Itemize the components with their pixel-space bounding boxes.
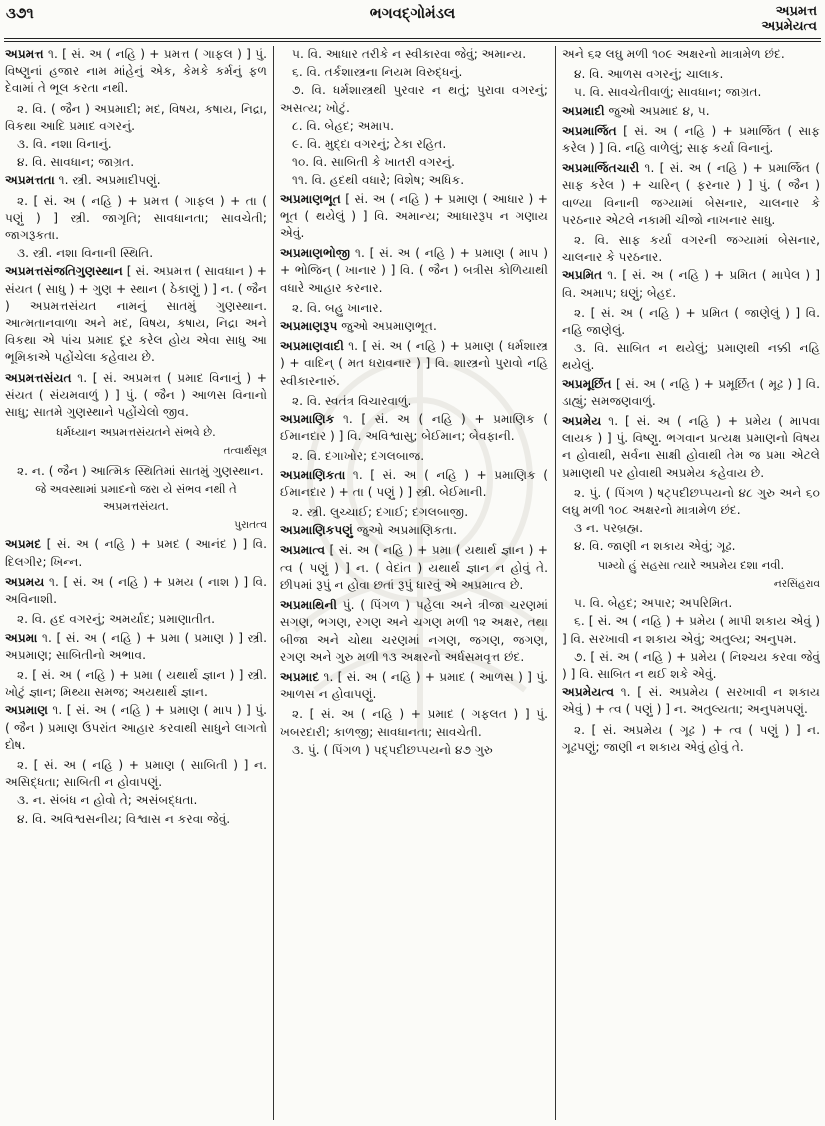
entry-sense: ૮. વિ. બેહદ; અમાપ. [292, 118, 395, 133]
entry-definition: [ સં. અ ( નહિ ) + પ્રમદ ( આનંદ ) ] વિ. દિલગીર; ખિન્ન. [5, 537, 267, 569]
entry-headword: અપ્રમાત્વ [280, 543, 326, 558]
dictionary-entry [280, 542, 548, 594]
entry-headword: અપ્રમૂર્છિત [562, 376, 612, 391]
example-quote: પામ્યો હું સહસા ત્યારે અપ્રમેય દશા નવી. [597, 557, 785, 572]
entry-sense: ૩. વિ. સાબિત ન થયેલું; પ્રમાણથી નક્કી નહિ થયેલું. [562, 341, 820, 373]
entry-sense: ૩. ન. સંબંધ ન હોવો તે; અસંબદ્ધતા. [17, 793, 198, 808]
entry-definition: ૧. [ સં. અ ( નહિ ) + પ્રમત્ત ( ગાફલ ) ] પું. વિષ્ણુનાં હજાર નામ માંહેનું એક, કેમકે કર્મનું ફળ દેવામાં તે ભૂલ કરતા નથી. [5, 47, 267, 96]
entry-definition: ૧. [ સં. અ ( નહિ ) + પ્રમય ( નાશ ) ] વિ. અવિનાશી. [5, 574, 267, 607]
entry-sense: ૪. વિ. આળસ વગરનું; ચાલાક. [574, 67, 724, 82]
dictionary-entry [280, 318, 548, 335]
entry-sense: ૫. વિ. બેહદ; અપાર; અપરિમિત. [574, 596, 733, 611]
dictionary-entry [280, 411, 548, 445]
page-number: ૩૭૧ [6, 4, 34, 22]
entry-definition: ૧. [ સં. અ ( નહિ ) + પ્રમાણિક ( ઈમાનદાર ) + તા ( પણું ) ] સ્ત્રી. બેઈમાની. [280, 467, 548, 499]
entry-definition: ૧. [ સં. અ ( નહિ ) + પ્રમાણિક ( ઈમાનદાર ) ] વિ. અવિશ્વાસુ; બેઈમાન; બેવફાની. [280, 412, 548, 444]
dictionary-entry [280, 597, 548, 666]
entry-sense: ૨. વિ. દગાખોર; દગલબાજ. [292, 449, 425, 464]
entry-sense: ૩. પું. ( પિંગળ ) પદ્પદીછપ્પયનો ૪૭ ગુરુ [292, 742, 493, 757]
entry-sense: ૪. વિ. અવિશ્વસનીય; વિશ્વાસ ન કરવા જેવું. [17, 811, 231, 826]
dictionary-entry [5, 172, 267, 189]
entry-definition: ૧. [ સં. અ ( નહિ ) + પ્રમાદ ( આળસ ) ] પું. આળસ ન હોવાપણું. [280, 669, 548, 702]
dictionary-entry [280, 522, 548, 539]
dictionary-entry [562, 160, 820, 229]
entry-headword: અપ્રમાણ [5, 703, 48, 718]
guide-word-first: અપ્રમત્ત [775, 4, 817, 19]
entry-definition: [ સં. અપ્રમત્ત ( સાવધાન ) + સંયત ( સાધુ ) + ગુણ + સ્થાન ( ઠેકાણું ) ] ન. ( જૈન ) અપ્રમત્તસંયત નામનું સાતમું ગુણસ્થાન. આત્મતાનવાળા અને મદ, વિષય, કષાય, નિદ્રા અને વિકથા એ પાંચ પ્રમાદ દૂર કરેલ હોય એવા સાધુ આ ભૂમિકાએ પહોંચેલા કહેવાય છે. [5, 264, 267, 365]
entry-headword: અપ્રમાણરૂપ [280, 319, 338, 334]
dictionary-entry [5, 702, 267, 754]
entry-definition: ૧. [ સં. અ ( નહિ ) + પ્રમાર્જિત ( સાફ કરેલ ) + ચારિન્ ( ફરનાર ) ] પું. ( જૈન ) વાળ્યા વિનાની જગ્યામાં બેસનાર, ચાલનાર કે પરઠનાર એટલે નકામી ચીજો નાખનાર સાધુ. [562, 161, 820, 227]
entry-definition: ૧. [ સં. અ ( નહિ ) + પ્રમા ( પ્રમાણ ) ] સ્ત્રી. અપ્રમાણ; સાબિતીનો અભાવ. [5, 630, 267, 662]
entry-sense: ૨. [ સં. અ ( નહિ ) + પ્રમા ( યથાર્થ જ્ઞાન ) ] સ્ત્રી. ખોટું જ્ઞાન; મિથ્યા સમજ; અયથાર્થ જ્ઞાન. [5, 667, 267, 700]
dictionary-entry [5, 574, 267, 608]
entry-sense: ૨. પું. ( પિંગળ ) ષટ્પદીછપ્પયનો ૪૮ ગુરુ અને ૬૦ લઘુ મળી ૧૦૮ અક્ષરનો માત્રામેળ છંદ. [562, 485, 820, 518]
entry-headword: અપ્રમાણભોજી [280, 246, 351, 261]
entry-sense: ૩. સ્ત્રી. નશા વિનાની સ્થિતિ. [17, 246, 154, 261]
entry-sense: ૨. ન. ( જૈન ) આત્મિક સ્થિતિમાં સાતમું ગુણસ્થાન. [17, 463, 264, 478]
quote-source: નરસિંહરાવ [773, 577, 820, 590]
entry-headword: અપ્રમાણિકપણું [280, 523, 353, 538]
entry-definition: [ સં. અ ( નહિ ) + પ્રમૂર્છિત ( મૂઢ ) ] વિ. ડાહ્યું; સમજણવાળું. [562, 376, 820, 408]
entry-headword: અપ્રમાદી [562, 103, 605, 118]
entry-sense: ૨. વિ. હદ વગરનું; અમર્યાદ; પ્રમાણાતીત. [17, 612, 216, 627]
guide-word-last: અપ્રમેયત્વ [761, 19, 817, 34]
entry-sense: ૫. વિ. સાવચેતીવાળું; સાવધાન; જાગ્રત. [574, 85, 762, 100]
entry-sense: ૨. વિ. બહુ ખાનાર. [292, 300, 383, 315]
dictionary-entry [562, 413, 820, 482]
entry-sense: ૭. વિ. ધર્મશાસ્ત્રથી પુરવાર ન થતું; પુરાવા વગરનું; અસત્ય; ખોટું. [280, 83, 548, 115]
entry-definition: ૧. [ સં. અ ( નહિ ) + પ્રમાણ ( માપ ) + ભોજિન્ ( ખાનાર ) ] વિ. ( જૈન ) બત્રીસ કોળિયાથી વધારે આહાર કરનાર. [280, 246, 548, 295]
quote-source: પુરાતત્વ [234, 519, 267, 532]
entry-headword: અપ્રમત્તસંયત [5, 370, 72, 385]
dictionary-entry [562, 267, 820, 301]
entry-headword: અપ્રમાણભૂત [280, 191, 341, 206]
entry-sense: ૨. વિ. ( જૈન ) અપ્રમાદી; મદ, વિષય, કષાય, નિદ્રા, વિકથા આદિ પ્રમાદ વગરનું. [5, 101, 267, 133]
entry-sense: ૨. [ સં. અ ( નહિ ) + પ્રમત્ત ( ગાફલ ) + તા ( પણું ) ] સ્ત્રી. જાગૃતિ; સાવધાનતા; સાવચેતી; જાગરૂકતા. [5, 193, 267, 243]
entry-sense: ૨. [ સં. અ ( નહિ ) + પ્રમિત ( જાણેલું ) ] વિ. નહિ જાણેલું. [562, 305, 820, 338]
entry-headword: અપ્રમાણિકતા [280, 467, 346, 482]
entry-headword: અપ્રમાર્જિતચારી [562, 161, 640, 176]
column-middle [280, 46, 548, 1120]
entry-headword: અપ્રમિત [562, 268, 603, 283]
entry-definition: ૧. [ સં. અ ( નહિ ) + પ્રમેય ( માપવા લાયક ) ] પું. વિષ્ણુ. ભગવાન પ્રત્યક્ષ પ્રમાણનો વિષય ન હોવાથી, સર્વના સાક્ષી હોવાથી તેમ જ પ્રમા એટલે પ્રમાણથી પર હોવાથી અપ્રમેય કહેવાય છે. [562, 414, 820, 480]
entry-headword: અપ્રમય [5, 574, 45, 589]
entry-headword: અપ્રમત્તતા [5, 173, 55, 188]
example-quote: ધર્મધ્યાન અપ્રમત્તસંયતને સંભવે છે. [56, 425, 216, 440]
dictionary-entry [562, 103, 820, 120]
column-divider [273, 46, 274, 1120]
entry-definition: પું. ( પિંગળ ) પહેલા અને ત્રીજા ચરણમાં સગણ, ભગણ, રગણ અને ચગણ મળી ૧૨ અક્ષર, તથા બીજા અને ચોથા ચરણમાં નગણ, જગણ, જગણ, રગણ અને ગુરુ મળી ૧૩ અક્ષરનો અર્ધસમવૃત્ત છંદ. [280, 598, 548, 664]
entry-sense: ૪. વિ. સાવધાન; જાગ્રત. [17, 155, 135, 170]
entry-sense: ૭. [ સં. અ ( નહિ ) + પ્રમેય ( નિશ્ચય કરવા જેવું ) ] વિ. સાબિત ન થઈ શકે એવું. [562, 649, 820, 681]
entry-sense: ૯. વિ. મુદ્દા વગરનું; ટેકા રહિત. [292, 137, 447, 152]
entry-definition: ૧. [ સં. અ ( નહિ ) + પ્રમિત ( માપેલ ) ] વિ. અમાપ; ઘણું; બેહદ. [562, 268, 820, 300]
entry-sense: ૨. [ સં. અપ્રમેય ( ગૂઢ ) + ત્વ ( પણું ) ] ન. ગૂઢપણું; જાણી ન શકાય એવું હોવું તે. [562, 722, 820, 754]
entry-definition: [ સં. અ ( નહિ ) + પ્રમાર્જિત ( સાફ કરેલ ) ] વિ. નહિ વાળેલું; સાફ કર્યા વિનાનું. [562, 123, 820, 156]
entry-headword: અપ્રમત્ત [5, 47, 44, 61]
entry-headword: અપ્રમાણવાદી [280, 339, 344, 354]
dictionary-entry [280, 467, 548, 501]
entry-sense: ૨. [ સં. અ ( નહિ ) + પ્રમાણ ( સાબિતી ) ] ન. અસિદ્ધતા; સાબિતી ન હોવાપણું. [5, 757, 267, 790]
entry-sense: ૪. વિ. જાણી ન શકાય એવું; ગૂઢ. [574, 539, 736, 554]
entry-definition: ૧. [ સં. અપ્રમેય ( સરખાવી ન શકાય એવું ) + ત્વ ( પણું ) ] ન. અતુલ્યતા; અનુપમપણું. [562, 685, 820, 717]
entry-definition: જુઓ અપ્રમાણિકતા. [352, 523, 457, 538]
dictionary-entry [5, 630, 267, 664]
entry-headword: અપ્રમદ [5, 537, 42, 552]
dictionary-entry [280, 338, 548, 390]
entry-sense: ૬. [ સં. અ ( નહિ ) + પ્રમેય ( માપી શકાય એવું ) ] વિ. સરખાવી ન શકાય એવું; અતુલ્ય; અનુપમ. [562, 614, 820, 646]
entry-headword: અપ્રમાદ [280, 669, 320, 684]
entry-headword: અપ્રમાથિની [280, 598, 338, 613]
entry-headword: અપ્રમેય [562, 414, 602, 429]
entry-sense: ૨. સ્ત્રી. લુચ્ચાઈ; દગાઈ; દગલબાજી. [292, 505, 469, 520]
example-quote: જે અવસ્થામાં પ્રમાદનો જરા યે સંભવ નથી તે અપ્રમત્તસંયત. [35, 481, 237, 514]
dictionary-entry [5, 370, 267, 422]
entry-headword: અપ્રમેયત્વ [562, 685, 615, 700]
column-right [562, 46, 820, 1120]
entry-definition: જુઓ અપ્રમાદ ૪, ૫. [604, 103, 710, 118]
entry-sense: ૩ ન. પરબ્રહ્મ. [574, 521, 644, 536]
entry-definition: ૧. [ સં. અ ( નહિ ) + પ્રમાણ ( માપ ) ] પું. ( જૈન ) પ્રમાણ ઉપરાંત આહાર કરવાથી સાધુને લાગતો દોષ. [5, 703, 267, 752]
entry-sense: ૧૧. વિ. હદથી વધારે; વિશેષ; અધિક. [292, 173, 465, 188]
entry-headword: અપ્રમાણિક [280, 412, 335, 427]
entry-headword: અપ્રમત્તસંજતિગુણસ્થાન [5, 264, 123, 279]
dictionary-title: ભગવદ્ગોમંડલ [369, 4, 456, 22]
entry-sense: ૩. વિ. નશા વિનાનું. [17, 137, 112, 152]
column-left [5, 46, 267, 1120]
dictionary-entry [562, 376, 820, 410]
entry-definition: ૧. [ સં. અ ( નહિ ) + પ્રમાણ ( ધર્મશાસ્ત્ર ) + વાદિન્ ( મત ધરાવનાર ) ] વિ. શાસ્ત્રનો પુરાવો નહિ સ્વીકારનારું. [280, 339, 548, 388]
dictionary-entry [562, 123, 820, 157]
entry-sense: ૨. વિ. સ્વતંત્ર વિચારવાળું. [292, 393, 412, 408]
dictionary-entry [5, 46, 267, 98]
entry-sense: ૬. વિ. તર્કશાસ્ત્રના નિયમ વિરુદ્ધનું. [292, 65, 463, 80]
entry-headword: અપ્રમા [5, 630, 38, 645]
guide-words [761, 4, 817, 34]
entry-sense: ૨. [ સં. અ ( નહિ ) + પ્રમાદ ( ગફલત ) ] પું. ખબરદારી; કાળજી; સાવધાનતા; સાવચેતી. [280, 707, 548, 739]
entry-headword: અપ્રમાર્જિત [562, 123, 617, 138]
header-rule [4, 41, 821, 42]
entry-continuation: અને ૬૨ લઘુ મળી ૧૦૯ અક્ષરનો માત્રામેળ છંદ. [562, 47, 785, 61]
entry-definition: ૧. સ્ત્રી. અપ્રમાદીપણું. [54, 173, 161, 188]
header-rule [4, 38, 821, 39]
entry-definition: જુઓ અપ્રમાણભૂત. [337, 319, 437, 334]
entry-definition: ૧. [ સં. અપ્રમત્ત ( પ્રમાદ વિનાનું ) + સંયત ( સંયમવાળું ) ] પું. ( જૈન ) આળસ વિનાનો સાધુ; સાતમે ગુણસ્થાને પહોંચેલો જીવ. [5, 370, 267, 420]
entry-sense: ૫. વિ. આધાર તરીકે ન સ્વીકારવા જેવું; અમાન્ય. [292, 47, 527, 61]
dictionary-entry [5, 263, 267, 366]
entry-sense: ૨. વિ. સાફ કર્યા વગરની જગ્યામાં બેસનાર, ચાલનાર કે પરઠનાર. [562, 233, 820, 265]
dictionary-entry [280, 245, 548, 297]
dictionary-entry [280, 669, 548, 703]
entry-definition: [ સં. અ ( નહિ ) + પ્રમા ( યથાર્થ જ્ઞાન ) + ત્વ ( પણું ) ] ન. ( વેદાંત ) યથાર્થ જ્ઞાન ન હોવું તે. છીપમાં રૂપું ન હોવા છતાં રૂપું ધારવું એ અપ્રમાત્વ છે. [280, 543, 548, 592]
dictionary-entry [562, 684, 820, 718]
quote-source: તત્વાર્થસૂત્ર [223, 445, 267, 458]
entry-definition: [ સં. અ ( નહિ ) + પ્રમાણ ( આધાર ) + ભૂત ( થયેલું ) ] વિ. અમાન્ય; આધારરૂપ ન ગણાય એવું. [280, 191, 548, 241]
column-divider [555, 46, 556, 1120]
dictionary-entry [280, 191, 548, 243]
entry-sense: ૧૦. વિ. સાબિતી કે ખાતરી વગરનું. [292, 155, 455, 170]
dictionary-entry [5, 536, 267, 570]
